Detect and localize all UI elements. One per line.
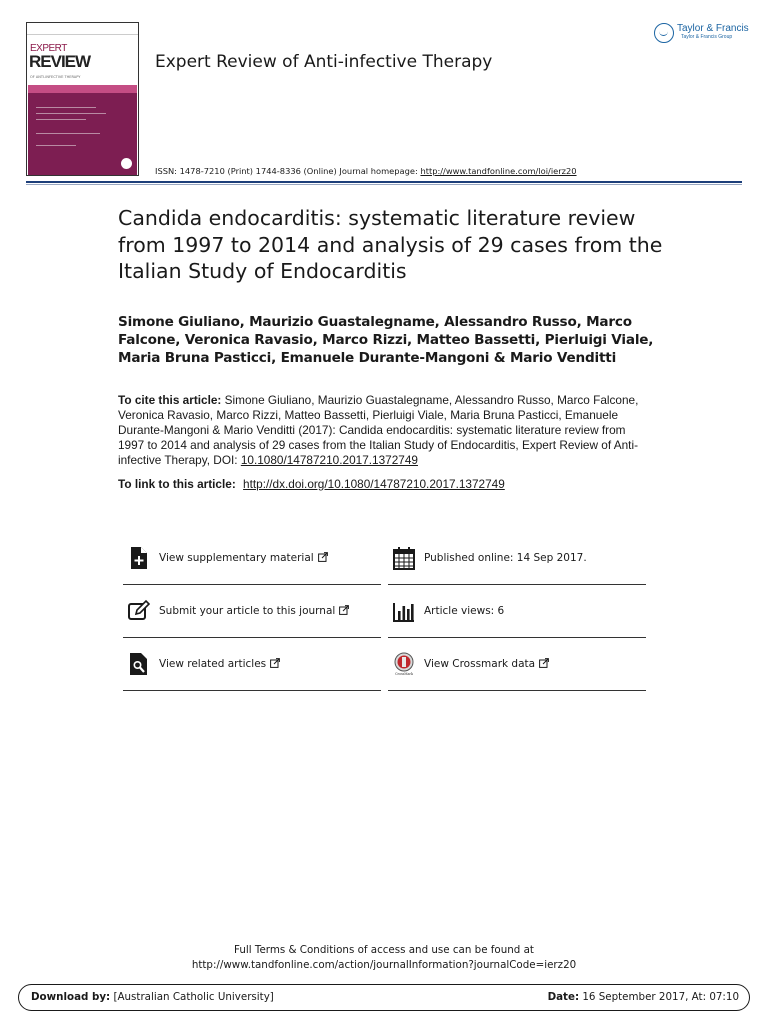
download-date-value: 16 September 2017, At: 07:10 bbox=[579, 991, 739, 1003]
citation-label: To cite this article: bbox=[118, 393, 222, 407]
article-link-line bbox=[118, 477, 505, 491]
download-by-value: [Australian Catholic University] bbox=[110, 991, 274, 1003]
cover-expert-text: EXPERT bbox=[30, 43, 67, 54]
document-search-icon bbox=[128, 652, 150, 676]
publisher-logo[interactable] bbox=[654, 23, 749, 47]
crossmark-icon bbox=[393, 652, 415, 676]
article-views-cell bbox=[388, 585, 646, 638]
crossmark-cell[interactable] bbox=[388, 638, 646, 691]
issn-text: ISSN: 1478-7210 (Print) 1744-8336 (Online) Journal homepage: bbox=[155, 166, 418, 176]
publisher-group: Taylor & Francis Group bbox=[681, 34, 733, 40]
submit-article-cell[interactable] bbox=[123, 585, 381, 638]
cover-subtitle: OF ANTI-INFECTIVE THERAPY bbox=[30, 75, 81, 79]
issn-line bbox=[155, 166, 577, 176]
cover-maroon-panel bbox=[28, 85, 137, 175]
article-title: Candida endocarditis: systematic literature review from 1997 to 2014 and analysis of 29 cases from the Italian Study of Endocarditis bbox=[118, 206, 663, 283]
supplementary-material-link[interactable]: View supplementary material bbox=[159, 552, 328, 564]
crossmark-badge-text: CrossMark bbox=[395, 672, 413, 676]
download-date-label: Date: bbox=[547, 991, 580, 1003]
published-online-cell bbox=[388, 532, 646, 585]
cover-review-text: REVIEW bbox=[29, 52, 91, 71]
published-online-text: Published online: 14 Sep 2017. bbox=[424, 552, 587, 564]
header-divider-thin bbox=[26, 184, 742, 185]
supplementary-material-cell[interactable] bbox=[123, 532, 381, 585]
journal-title[interactable]: Expert Review of Anti-infective Therapy bbox=[155, 52, 493, 72]
document-plus-icon bbox=[128, 546, 150, 570]
citation-block bbox=[118, 393, 648, 468]
external-link-icon bbox=[270, 658, 280, 668]
download-by-label: Download by: bbox=[31, 991, 111, 1003]
download-date bbox=[548, 991, 739, 1003]
terms-url[interactable]: http://www.tandfonline.com/action/journalInformation?journalCode=ierz20 bbox=[191, 959, 577, 971]
publisher-name: Taylor & Francis bbox=[677, 23, 749, 34]
download-info-bar bbox=[18, 984, 750, 1011]
cover-top-strip bbox=[27, 23, 138, 35]
article-views-text: Article views: 6 bbox=[424, 605, 505, 617]
header-divider bbox=[26, 181, 742, 183]
bar-chart-icon bbox=[393, 599, 415, 623]
crossmark-link[interactable]: View Crossmark data bbox=[424, 658, 549, 670]
calendar-icon bbox=[393, 546, 415, 570]
external-link-icon bbox=[339, 605, 349, 615]
download-by bbox=[31, 991, 274, 1003]
external-link-icon bbox=[539, 658, 549, 668]
related-articles-cell[interactable] bbox=[123, 638, 381, 691]
taylor-francis-icon bbox=[654, 23, 674, 43]
cover-circle-icon bbox=[121, 158, 132, 169]
terms-notice bbox=[0, 943, 768, 973]
article-authors: Simone Giuliano, Maurizio Guastalegname, Alessandro Russo, Marco Falcone, Veronica Ravasio, Marco Rizzi, Matteo Bassetti, Pierluigi Viale, Maria Bruna Pasticci, Emanuele Durante-Mangoni & Mario Venditti bbox=[118, 314, 654, 366]
related-articles-link[interactable]: View related articles bbox=[159, 658, 280, 670]
article-link-label: To link to this article: bbox=[118, 477, 236, 491]
article-doi-url[interactable]: http://dx.doi.org/10.1080/14787210.2017.1372749 bbox=[243, 477, 505, 491]
doi-link[interactable]: 10.1080/14787210.2017.1372749 bbox=[240, 453, 418, 468]
submit-article-link[interactable]: Submit your article to this journal bbox=[159, 605, 349, 617]
journal-cover-image bbox=[26, 22, 139, 176]
external-link-icon bbox=[318, 552, 328, 562]
journal-homepage-link[interactable]: http://www.tandfonline.com/loi/ierz20 bbox=[420, 166, 577, 176]
edit-icon bbox=[128, 599, 150, 623]
citation-text: Simone Giuliano, Maurizio Guastalegname, Alessandro Russo, Marco Falcone, Veronica Ravasio, Marco Rizzi, Matteo Bassetti, Pierluigi Viale, Maria Bruna Pasticci, Emanuele Durante-Mangoni & Mario Venditti (2017): Candida endocarditis: systematic literature review from 1997 to 2014 and analysis of 29 cases from the Italian Study of Endocarditis, Expert Review of Anti-infective Therapy, DOI: bbox=[118, 393, 639, 468]
terms-line: Full Terms & Conditions of access and use can be found at bbox=[234, 944, 534, 956]
